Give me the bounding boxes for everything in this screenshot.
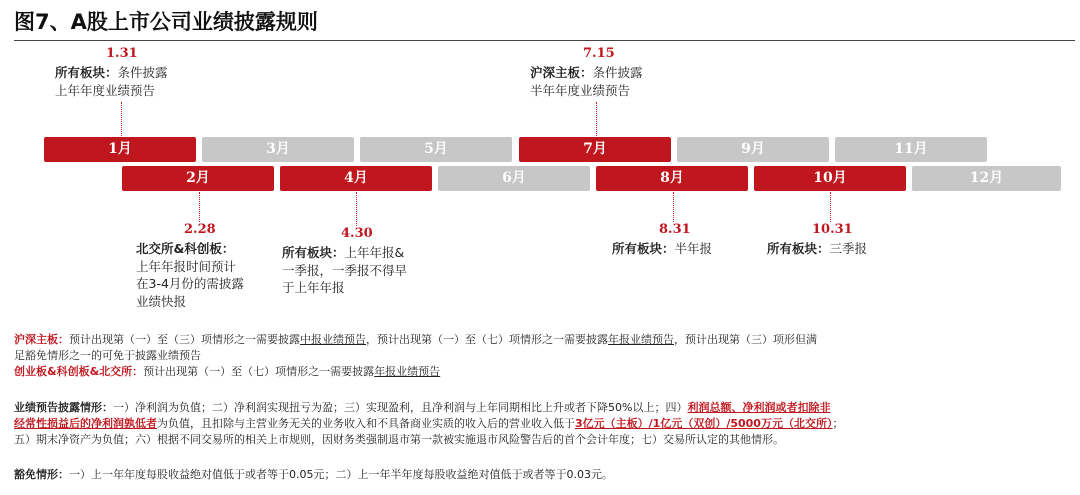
- connector-apr: [356, 192, 357, 226]
- note-exemptions: [14, 467, 613, 483]
- date-aug: 8.31: [659, 222, 691, 237]
- month-feb: 2月: [122, 166, 274, 191]
- annotation-oct-text1: 三季报: [829, 241, 868, 256]
- annotation-jan-text2: 上年年度业绩预告: [55, 82, 156, 98]
- date-apr: 4.30: [341, 226, 373, 241]
- note2-text-a: 预计出现第（一）至（七）项情形之一需要披露: [143, 365, 375, 378]
- annotation-feb-line3: 业绩快报: [136, 293, 187, 309]
- note3-red-2: 经常性损益后的净利润孰低者: [14, 417, 157, 430]
- note2-underline: 年报业绩预告: [374, 365, 441, 378]
- annotation-feb-line2: 在3-4月份的需披露: [136, 276, 244, 291]
- note1-underline-1: 中报业绩预告: [300, 333, 366, 346]
- annotation-jan: [55, 64, 168, 99]
- month-dec: 12月: [912, 166, 1061, 191]
- annotation-jan-text1: 条件披露: [117, 65, 168, 80]
- note3-red-1: 利润总额、净利润或者扣除非: [687, 401, 831, 414]
- date-jan: 1.31: [106, 46, 138, 61]
- title-divider: [14, 40, 1075, 41]
- annotation-apr: [282, 244, 407, 297]
- note3-label: 业绩预告披露情形：: [14, 401, 113, 414]
- month-nov: 11月: [835, 137, 987, 162]
- connector-oct: [830, 192, 831, 222]
- annotation-aug: [612, 240, 712, 258]
- note-disclosure-conditions: [14, 400, 843, 448]
- month-oct: 10月: [754, 166, 906, 191]
- month-apr: 4月: [280, 166, 432, 191]
- annotation-apr-line1: 一季报，一季报不得早: [282, 262, 408, 278]
- connector-feb: [199, 192, 200, 222]
- note3-text-c: ；: [832, 417, 844, 430]
- annotation-jul-label: 沪深主板：: [530, 65, 593, 80]
- month-sep: 9月: [677, 137, 829, 162]
- annotation-apr-line2: 于上年年报: [282, 280, 345, 295]
- page-title: 图7、A股上市公司业绩披露规则: [14, 10, 318, 34]
- date-feb: 2.28: [184, 222, 216, 237]
- annotation-feb-label: 北交所&科创板：: [136, 241, 235, 256]
- annotation-feb: [136, 240, 244, 310]
- month-aug: 8月: [596, 166, 748, 191]
- annotation-oct: [767, 240, 867, 258]
- note3-line3: 五）期末净资产为负值；六）根据不同交易所的相关上市规则，因财务类强制退市第一款被实施退市风险警告后的首个会计年度；七）交易所认定的其他情形。: [14, 433, 784, 446]
- date-oct: 10.31: [812, 222, 853, 237]
- note3-text-b: 为负值，且扣除与主营业务无关的业务收入和不具备商业实质的收入后的营业收入低于: [157, 417, 575, 430]
- annotation-jul-text2: 半年年度业绩预告: [530, 82, 631, 98]
- connector-jan: [121, 102, 122, 136]
- annotation-jul: [530, 64, 643, 99]
- note1-label: 沪深主板：: [14, 333, 69, 346]
- connector-aug: [673, 192, 674, 222]
- note4-label: 豁免情形：: [14, 468, 69, 481]
- annotation-apr-text1: 上年年报&: [344, 245, 405, 260]
- month-may: 5月: [360, 137, 512, 162]
- annotation-oct-label: 所有板块：: [767, 241, 830, 256]
- date-jul: 7.15: [583, 46, 615, 61]
- annotation-aug-label: 所有板块：: [612, 241, 675, 256]
- note3-red-3: 3亿元（主板）/1亿元（双创）/5000万元（北交所）: [575, 417, 833, 430]
- connector-jul: [596, 102, 597, 136]
- note1-text-a: 预计出现第（一）至（三）项情形之一需要披露: [69, 333, 300, 346]
- note2-label: 创业板&科创板&北交所：: [14, 365, 144, 378]
- month-jun: 6月: [438, 166, 590, 191]
- annotation-aug-text1: 半年报: [674, 241, 713, 256]
- month-jul: 7月: [519, 137, 671, 162]
- note1-line2: 足豁免情形之一的可免于披露业绩预告: [14, 349, 201, 362]
- annotation-jul-text1: 条件披露: [592, 65, 643, 80]
- note1-text-b: ，预计出现第（一）至（七）项情形之一需要披露: [366, 333, 608, 346]
- month-jan: 1月: [44, 137, 196, 162]
- note-shenzhen-shanghai: [14, 332, 817, 380]
- annotation-apr-label: 所有板块：: [282, 245, 345, 260]
- note3-text-a: 一）净利润为负值；二）净利润实现扭亏为盈；三）实现盈利，且净利润与上年同期相比上升或者下降50%以上；四）: [113, 401, 688, 414]
- month-mar: 3月: [202, 137, 354, 162]
- note4-text: 一）上一年年度每股收益绝对值低于或者等于0.05元；二）上一年半年度每股收益绝对值低于或者等于0.03元。: [69, 468, 613, 481]
- note1-underline-2: 年报业绩预告: [608, 333, 674, 346]
- note1-text-c: ，预计出现第（三）项形但满: [674, 333, 817, 346]
- annotation-jan-label: 所有板块：: [55, 65, 118, 80]
- annotation-feb-line1: 上年年报时间预计: [136, 258, 237, 274]
